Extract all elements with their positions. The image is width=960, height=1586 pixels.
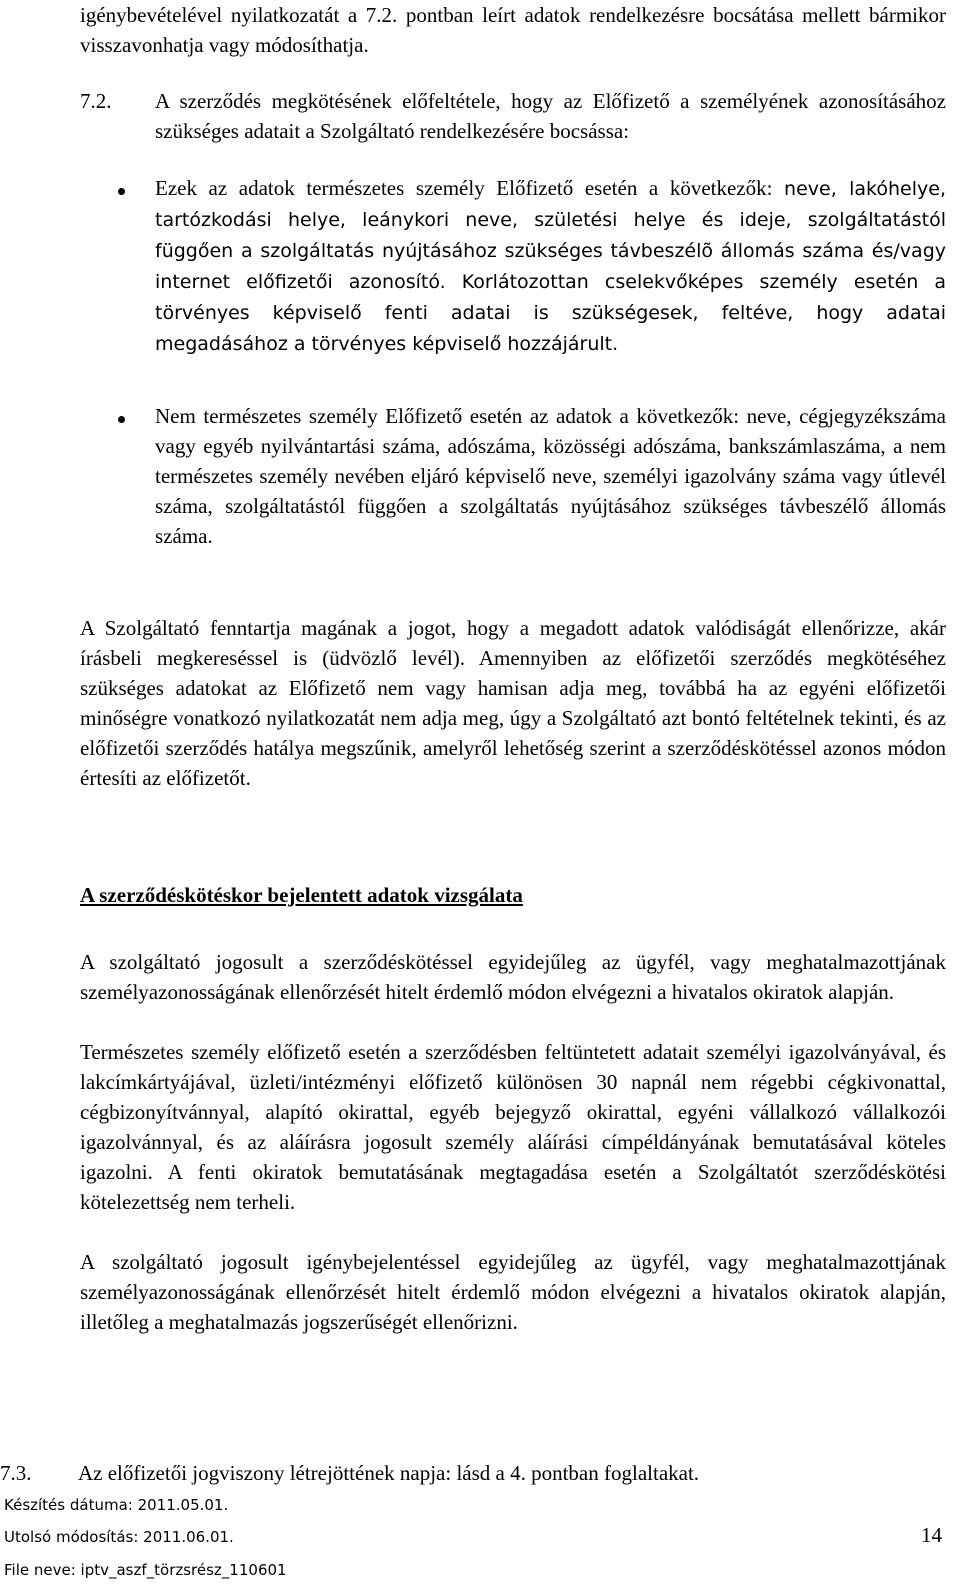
bullet-natural-person: Ezek az adatok természetes személy Előfizető esetén a következők: neve, lakóhelye, tartózkodási helye, leánykori neve, születési helye és ideje, szolgáltatástól függően a szolgáltatás nyújtásához szükséges távbeszélõ állomás száma és/vagy internet előfizetői azonosító. Korlátozottan cselekvőképes személy esetén a törvényes képviselő fenti adatai is szükségesek, feltéve, hogy adatai megadásához a törvényes képviselő hozzájárult.	[155, 176, 946, 355]
section-number-7-3: 7.3.	[0, 1461, 32, 1485]
check-paragraph-1: A szolgáltató jogosult a szerződéskötéssel egyidejűleg az ügyfél, vagy meghatalmazottjának személyazonosságának ellenőrzését hitelt érdemlő módon elvégezni a hivatalos okiratok alapján.	[80, 950, 946, 1004]
page-number: 14	[921, 1523, 942, 1547]
footer-created-date: Készítés dátuma: 2011.05.01.	[4, 1496, 229, 1514]
verification-paragraph: A Szolgáltató fenntartja magának a jogot, hogy a megadott adatok valódiságát ellenőrizze, akár írásbeli megkereséssel is (üdvözlő levél). Amennyiben az előfizetői szerződés megkötéséhez szükséges adatokat az Előfizető nem vagy hamisan adja meg, továbbá ha az egyéni előfizetői minőségre vonatkozó nyilatkozatát nem adja meg, úgy a Szolgáltató azt bontó feltételnek tekinti, és az előfizetői szerződés hatálya megszűnik, amelyről lehetőség szerint a szerződéskötéssel azonos módon értesíti az előfizetőt.	[80, 616, 946, 790]
bullet-icon	[118, 416, 125, 423]
intro-paragraph: igénybevételével nyilatkozatát a 7.2. pontban leírt adatok rendelkezésre bocsátása mellett bármikor visszavonhatja vagy módosíthatja.	[80, 3, 946, 57]
bullet-legal-person: Nem természetes személy Előfizető esetén az adatok a következők: neve, cégjegyzékszáma vagy egyéb nyilvántartási száma, adószáma, közösségi adószáma, bankszámlaszáma, a nem természetes személy nevében eljáró képviselő neve, személyi igazolvány száma vagy útlevél száma, szolgáltatástól függően a szolgáltatás nyújtásához szükséges távbeszélő állomás száma.	[155, 404, 946, 548]
bullet-icon	[118, 188, 125, 195]
footer-modified-date: Utolsó módosítás: 2011.06.01.	[4, 1528, 234, 1546]
check-paragraph-3: A szolgáltató jogosult igénybejelentéssel egyidejűleg az ügyfél, vagy meghatalmazottjának személyazonosságának ellenőrzését hitelt érdemlő módon elvégezni a hivatalos okiratok alapján, illetőleg a meghatalmazás jogszerűségét ellenőrizni.	[80, 1250, 946, 1334]
section-number-7-2: 7.2.	[80, 89, 112, 113]
section-7-3-text: Az előfizetői jogviszony létrejöttének napja: lásd a 4. pontban foglaltakat.	[78, 1461, 700, 1485]
section-7-2-text: A szerződés megkötésének előfeltétele, hogy az Előfizető a személyének azonosításához szükséges adatait a Szolgáltató rendelkezésére bocsássa:	[155, 89, 946, 143]
section-heading: A szerződéskötéskor bejelentett adatok vizsgálata	[80, 883, 523, 907]
check-paragraph-2: Természetes személy előfizető esetén a szerződésben feltüntetett adatait személyi igazolványával, és lakcímkártyájával, üzleti/intézményi előfizető különösen 30 napnál nem régebbi cégkivonattal, cégbizonyítvánnyal, alapító okirattal, egyéb bejegyző okirattal, egyéni vállalkozó vállalkozói igazolvánnyal, és az aláírásra jogosult személy aláírási címpéldányának bemutatásával köteles igazolni. A fenti okiratok bemutatásának megtagadása esetén a Szolgáltatót szerződéskötési kötelezettség nem terheli.	[80, 1040, 946, 1214]
footer-filename: File neve: iptv_aszf_törzsrész_110601	[4, 1561, 287, 1579]
